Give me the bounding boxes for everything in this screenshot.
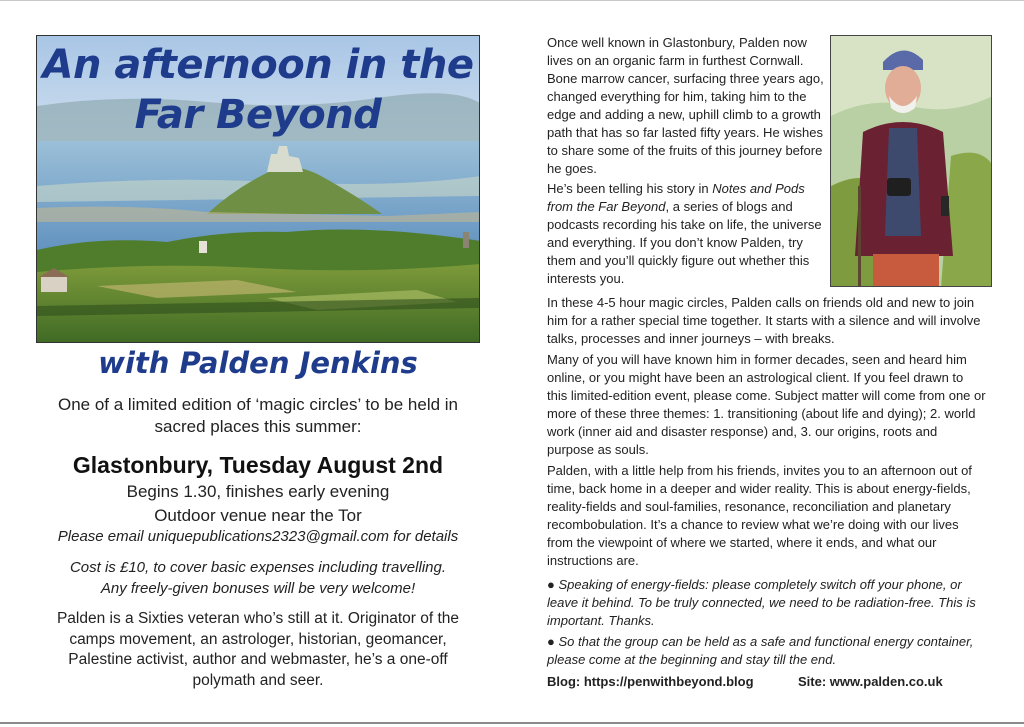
tagline: with Palden Jenkins [98, 346, 418, 380]
bio-text: Palden is a Sixties veteran who’s still at it. Originator of the camps movement, an astrologer, historian, geomancer, Palestine activist, author and webmaster, he’s a one-off polymath and seer. [56, 610, 460, 689]
event-email: Please email uniquepublications2323@gmail.com for details [57, 528, 459, 545]
note-attendance: ● So that the group can be held as a safe and functional energy container, please come at the beginning and stay till the end. [547, 634, 974, 667]
event-venue: Outdoor venue near the Tor [154, 506, 362, 525]
hero-title-line-2: Far Beyond [134, 92, 382, 138]
cost-line-2: Any freely-given bonuses will be very welcome! [100, 580, 416, 597]
site-link[interactable]: Site: www.palden.co.uk [798, 674, 943, 689]
paragraph-notes-end: , a series of blogs and podcasts recording his take on life, the universe and everything. If you don’t know Palden, try them and you’ll quickly figure out whether this interests you. [547, 199, 822, 286]
portrait-photo [830, 35, 992, 287]
portrait-illustration [831, 36, 992, 287]
notes-and-pods-title: Notes and Pods from the Far Beyond [547, 181, 805, 214]
event-title: Glastonbury, Tuesday August 2nd [72, 452, 444, 478]
note-energy-fields: ● Speaking of energy-fields: please completely switch off your phone, or leave it behind. To be truly connected, we need to be radiation-free. This is important. Thanks. [547, 577, 976, 628]
event-time: Begins 1.30, finishes early evening [126, 482, 390, 501]
hero-landscape-photo [36, 35, 480, 343]
paragraph-themes: Many of you will have known him in former decades, seen and heard him online, or you might have been an astrological client. If you feel drawn to this limited-edition event, please come. Subject matter will come from one or more of these three themes: 1. transitioning (about life and dying); 2. world work (inner aid and disaster response) and, 3. our origins, roots and purpose as souls. [547, 352, 986, 457]
paragraph-notes-start: He’s been telling his story in [547, 181, 713, 196]
footer-links [547, 673, 987, 691]
page-top-border [0, 0, 1024, 1]
intro-text: One of a limited edition of ‘magic circles’ to be held in sacred places this summer: [57, 395, 458, 436]
hero-title [37, 40, 479, 140]
paragraph-notes-and-pods [547, 180, 829, 288]
cost-line-1: Cost is £10, to cover basic expenses including travelling. [69, 559, 447, 576]
paragraph-magic-circles: In these 4-5 hour magic circles, Palden calls on friends old and new to join him for a rather special time together. It starts with a silence and will involve talks, processes and inner journeys – with breaks. [547, 295, 981, 346]
paragraph-intro: Once well known in Glastonbury, Palden now lives on an organic farm in furthest Cornwall. Bone marrow cancer, surfacing three years ago, changed everything for him, taking him to the edge and adding a new, uphill climb to a growth path that has so far lasted fifty years. He wishes to share some of the fruits of this journey before he goes. [547, 35, 824, 176]
hero-title-line-1: An afternoon in the [42, 42, 474, 88]
page-bottom-border [0, 722, 1024, 724]
blog-link[interactable]: Blog: https://penwithbeyond.blog [547, 674, 754, 689]
paragraph-invitation: Palden, with a little help from his friends, invites you to an afternoon out of time, back home in a deeper and wider reality. This is about energy-fields, reality-fields and soul-families, resonance, reconciliation and planetary recombobulation. It’s a chance to review what we’re doing with our lives from the viewpoint of where we started, where it ends, and what our instructions are. [547, 463, 972, 568]
